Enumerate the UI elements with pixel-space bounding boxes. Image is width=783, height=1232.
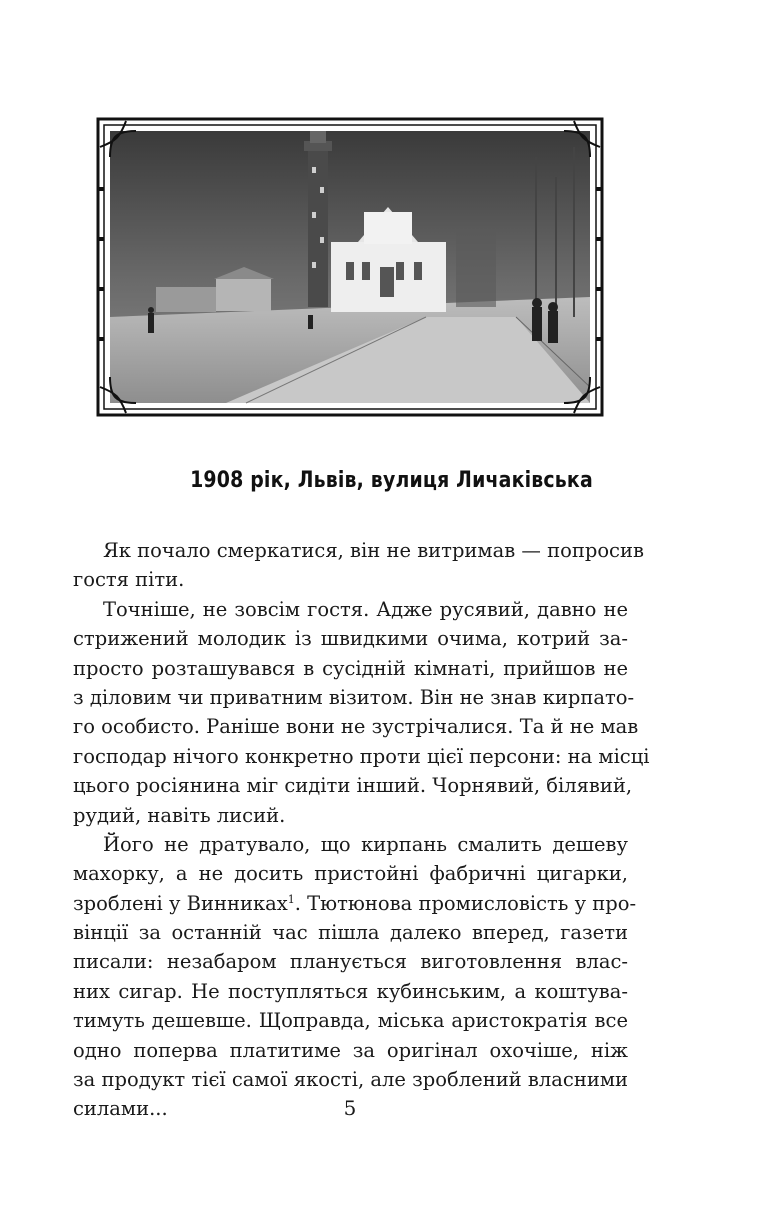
text-line: го особисто. Раніше вони не зустрічалися. Та й не мав [73,715,639,739]
ornamental-frame-photo [96,117,604,417]
illustration-photo [96,117,604,417]
text-line: просто розташувався в сусідній кімнаті, прийшов не [73,656,628,680]
text-line: Точніше, не зовсім гостя. Адже русявий, давно не [103,597,628,621]
text-segment: . Тютюнова промисловість у про- [294,891,637,915]
text-line: гостя піти. [73,568,185,592]
page-number: 5 [343,1096,357,1120]
text-line: махорку, а не досить пристойні фабричні цигарки, [73,862,628,886]
body-text [73,536,650,1124]
text-line-with-footnote [73,889,637,918]
text-line: них сигар. Не поступляться кубинським, а коштува- [73,979,628,1003]
text-line: вінції за останній час пішла далеко вперед, газети [73,921,628,945]
text-line: Як почало смеркатися, він не витримав — попросив [103,539,644,562]
text-line: стрижений молодик із швидкими очима, котрий за- [73,627,628,651]
text-line: силами... [73,1097,168,1121]
text-line: Його не дратувало, що кирпань смалить дешеву [103,832,628,856]
text-line: за продукт тієї самої якості, але зроблений власними [73,1068,628,1092]
text-line: писали: незабаром планується виготовлення влас- [73,950,628,974]
text-line: тимуть дешевше. Щоправда, міська аристократія все [73,1009,628,1033]
text-segment: зроблені у Винниках [73,891,288,915]
text-line: господар нічого конкретно проти цієї персони: на місці [73,744,650,768]
text-line: з діловим чи приватним візитом. Він не знав кирпато- [73,685,635,709]
text-line: цього росіянина міг сидіти інший. Чорнявий, білявий, [73,774,633,798]
footnote-mark[interactable]: 1 [287,892,295,906]
chapter-title: 1908 рік, Львів, вулиця Личаківська [190,468,593,493]
text-line: рудий, навіть лисий. [73,803,286,827]
text-line: одно поперва платитиме за оригінал охочіше, ніж [73,1038,628,1062]
